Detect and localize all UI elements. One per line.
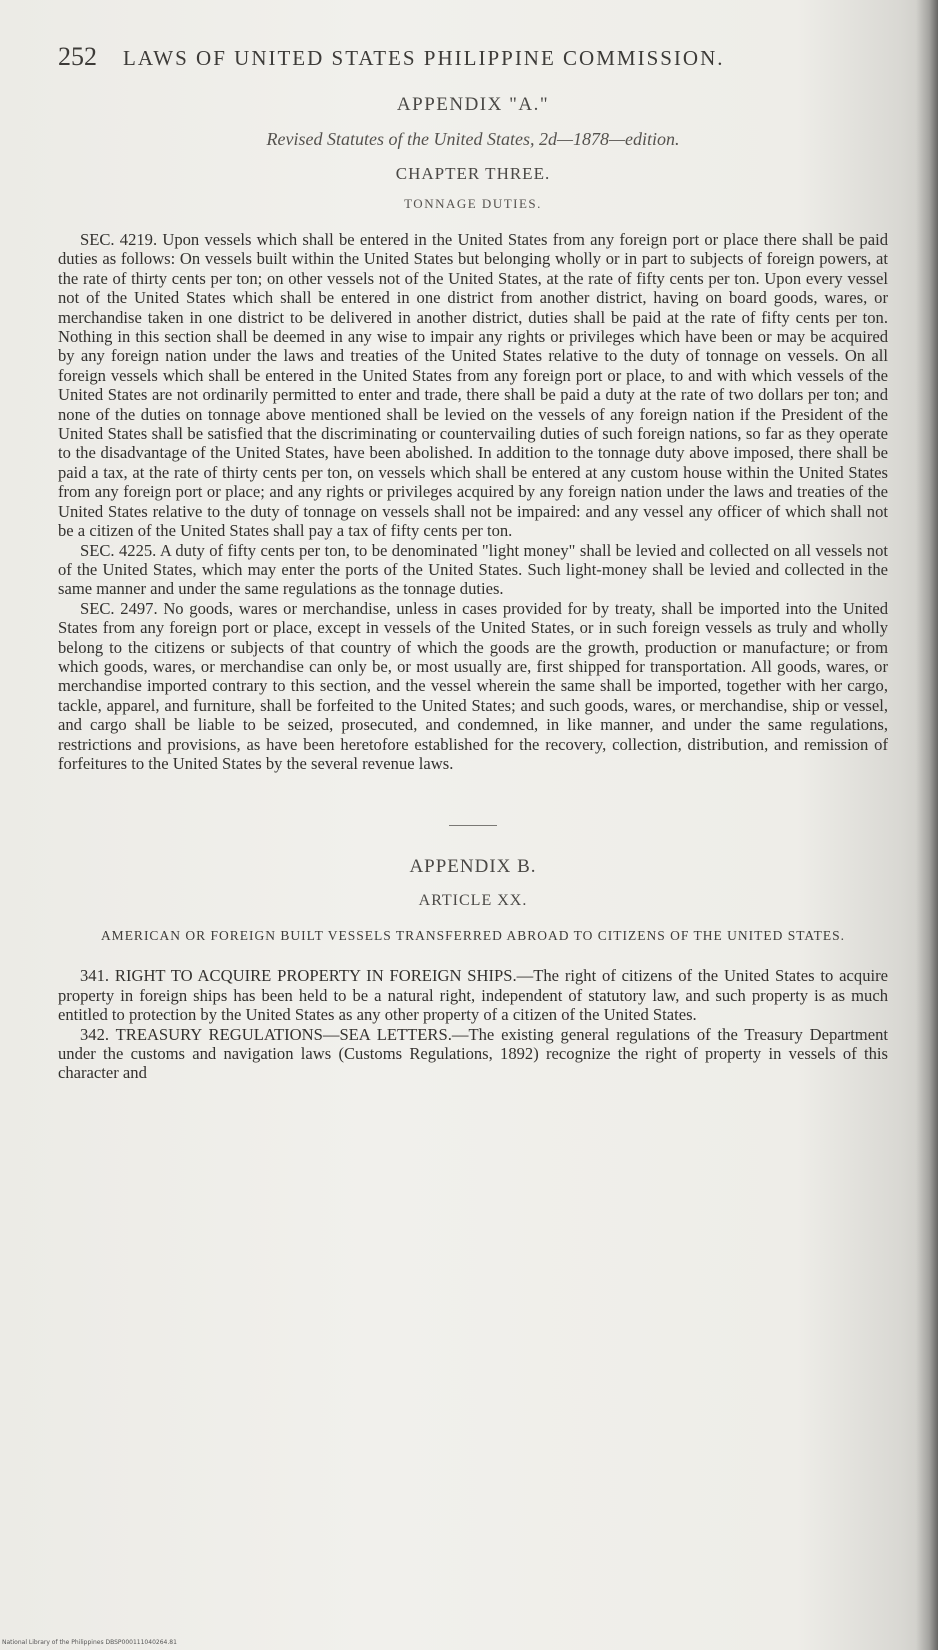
section-heading: TONNAGE DUTIES. xyxy=(404,196,542,211)
statute-paragraph xyxy=(58,541,888,599)
scan-footer: National Library of the Philippines DBSP000111040264.81 xyxy=(2,1639,177,1646)
paragraph-label: 342. TREASURY REGULATIONS—SEA LETTERS. xyxy=(80,1024,452,1044)
book-spine-shadow xyxy=(916,0,938,1650)
section-label: SEC. 4225. xyxy=(80,540,157,560)
section-divider xyxy=(449,825,497,826)
page-number: 252 xyxy=(58,42,97,71)
appendix-b-title: APPENDIX B. xyxy=(409,856,537,878)
article-heading: ARTICLE XX. xyxy=(418,892,528,910)
numbered-paragraph xyxy=(58,966,888,1024)
paragraph-text: —The existing general regulations of the Treasury Department under the customs and navigation laws (Customs Regulations, 1892) recognize the right of property in vessels of this character and xyxy=(58,1024,888,1083)
statute-paragraph xyxy=(58,230,888,541)
paragraph-label: 341. RIGHT TO ACQUIRE PROPERTY IN FOREIGN SHIPS. xyxy=(80,966,517,986)
section-label: SEC. 4219. xyxy=(80,230,158,249)
paragraph-text: A duty of fifty cents per ton, to be denominated "light money" shall be levied and collected on all vessels not of the United States, which may enter the ports of the United States. Such light-money shall be levied and collected in the same manner and under the same regulations as the tonnage duties. xyxy=(58,540,889,599)
statute-paragraph xyxy=(58,599,888,774)
section-label: SEC. 2497. xyxy=(80,598,158,618)
running-title: LAWS OF UNITED STATES PHILIPPINE COMMISSION. xyxy=(123,46,725,70)
article-subject-heading: AMERICAN OR FOREIGN BUILT VESSELS TRANSFERRED ABROAD TO CITIZENS OF THE UNITED STATES. xyxy=(100,928,846,944)
chapter-heading: CHAPTER THREE. xyxy=(395,164,551,183)
appendix-a-title: APPENDIX "A." xyxy=(396,94,550,115)
paragraph-text: No goods, wares or merchandise, unless in cases provided for by treaty, shall be imported into the United States from any foreign port or place, except in vessels of the United States, or in such foreign vessels as truly and wholly belong to the citizens or subjects of that country of which the goods are the growth, production or manufacture; or from which goods, wares, or merchandise can only be, or most usually are, first shipped for transportation. All goods, wares, or merchandise imported contrary to this section, and the vessel wherein the same shall be imported, together with her cargo, tackle, apparel, and furniture, shall be forfeited to the United States; and such goods, wares, or merchandise, ship or vessel, and cargo shall be liable to be seized, prosecuted, and condemned, in like manner, and under the same regulations, restrictions and provisions, as have been heretofore established for the recovery, collection, distribution, and remission of forfeitures to the United States by the several revenue laws. xyxy=(58,598,888,773)
paragraph-text: —The right of citizens of the United States to acquire property in foreign ships has been held to be a natural right, independent of statutory law, and such property is as much entitled to protection by the United States as any other property of a citizen of the United States. xyxy=(58,966,889,1025)
appendix-a-subtitle: Revised Statutes of the United States, 2d—1878—edition. xyxy=(266,129,680,149)
paragraph-text: Upon vessels which shall be entered in the United States from any foreign port or place there shall be paid duties as follows: On vessels built within the United States but belonging wholly or in part to subjects of foreign powers, at the rate of thirty cents per ton; on other vessels not of the United States, at the rate of fifty cents per ton. Upon every vessel not of the United States which shall be entered in one district from another district, having on board goods, wares, or merchandise taken in one district to be delivered in another district, duties shall be paid at the rate of fifty cents per ton. Nothing in this section shall be deemed in any wise to impair any rights or privileges which have been or may be acquired by any foreign nation under the laws and treaties of the United States relative to the duty of tonnage on vessels. On all foreign vessels which shall be entered in the United States from any foreign port or place, to and with which vessels of the United States are not ordinarily permitted to enter and trade, there shall be paid a duty at the rate of two dollars per ton; and none of the duties on tonnage above mentioned shall be levied on the vessels of any foreign nation if the President of the United States shall be satisfied that the discriminating or countervailing duties of such foreign nations, so far as they operate to the disadvantage of the United States, have been abolished. In addition to the tonnage duty above imposed, there shall be paid a tax, at the rate of thirty cents per ton, on vessels which shall be entered at any custom house within the United States from any foreign port or place; and any rights or privileges acquired by any foreign nation under the laws and treaties of the United States relative to the duty of tonnage on vessels shall not be impaired: and any vessel any officer of which shall not be a citizen of the United States shall pay a tax of fifty cents per ton. xyxy=(58,230,888,541)
numbered-paragraph xyxy=(58,1025,888,1083)
running-head xyxy=(58,42,888,72)
page-text-column xyxy=(58,42,888,1083)
